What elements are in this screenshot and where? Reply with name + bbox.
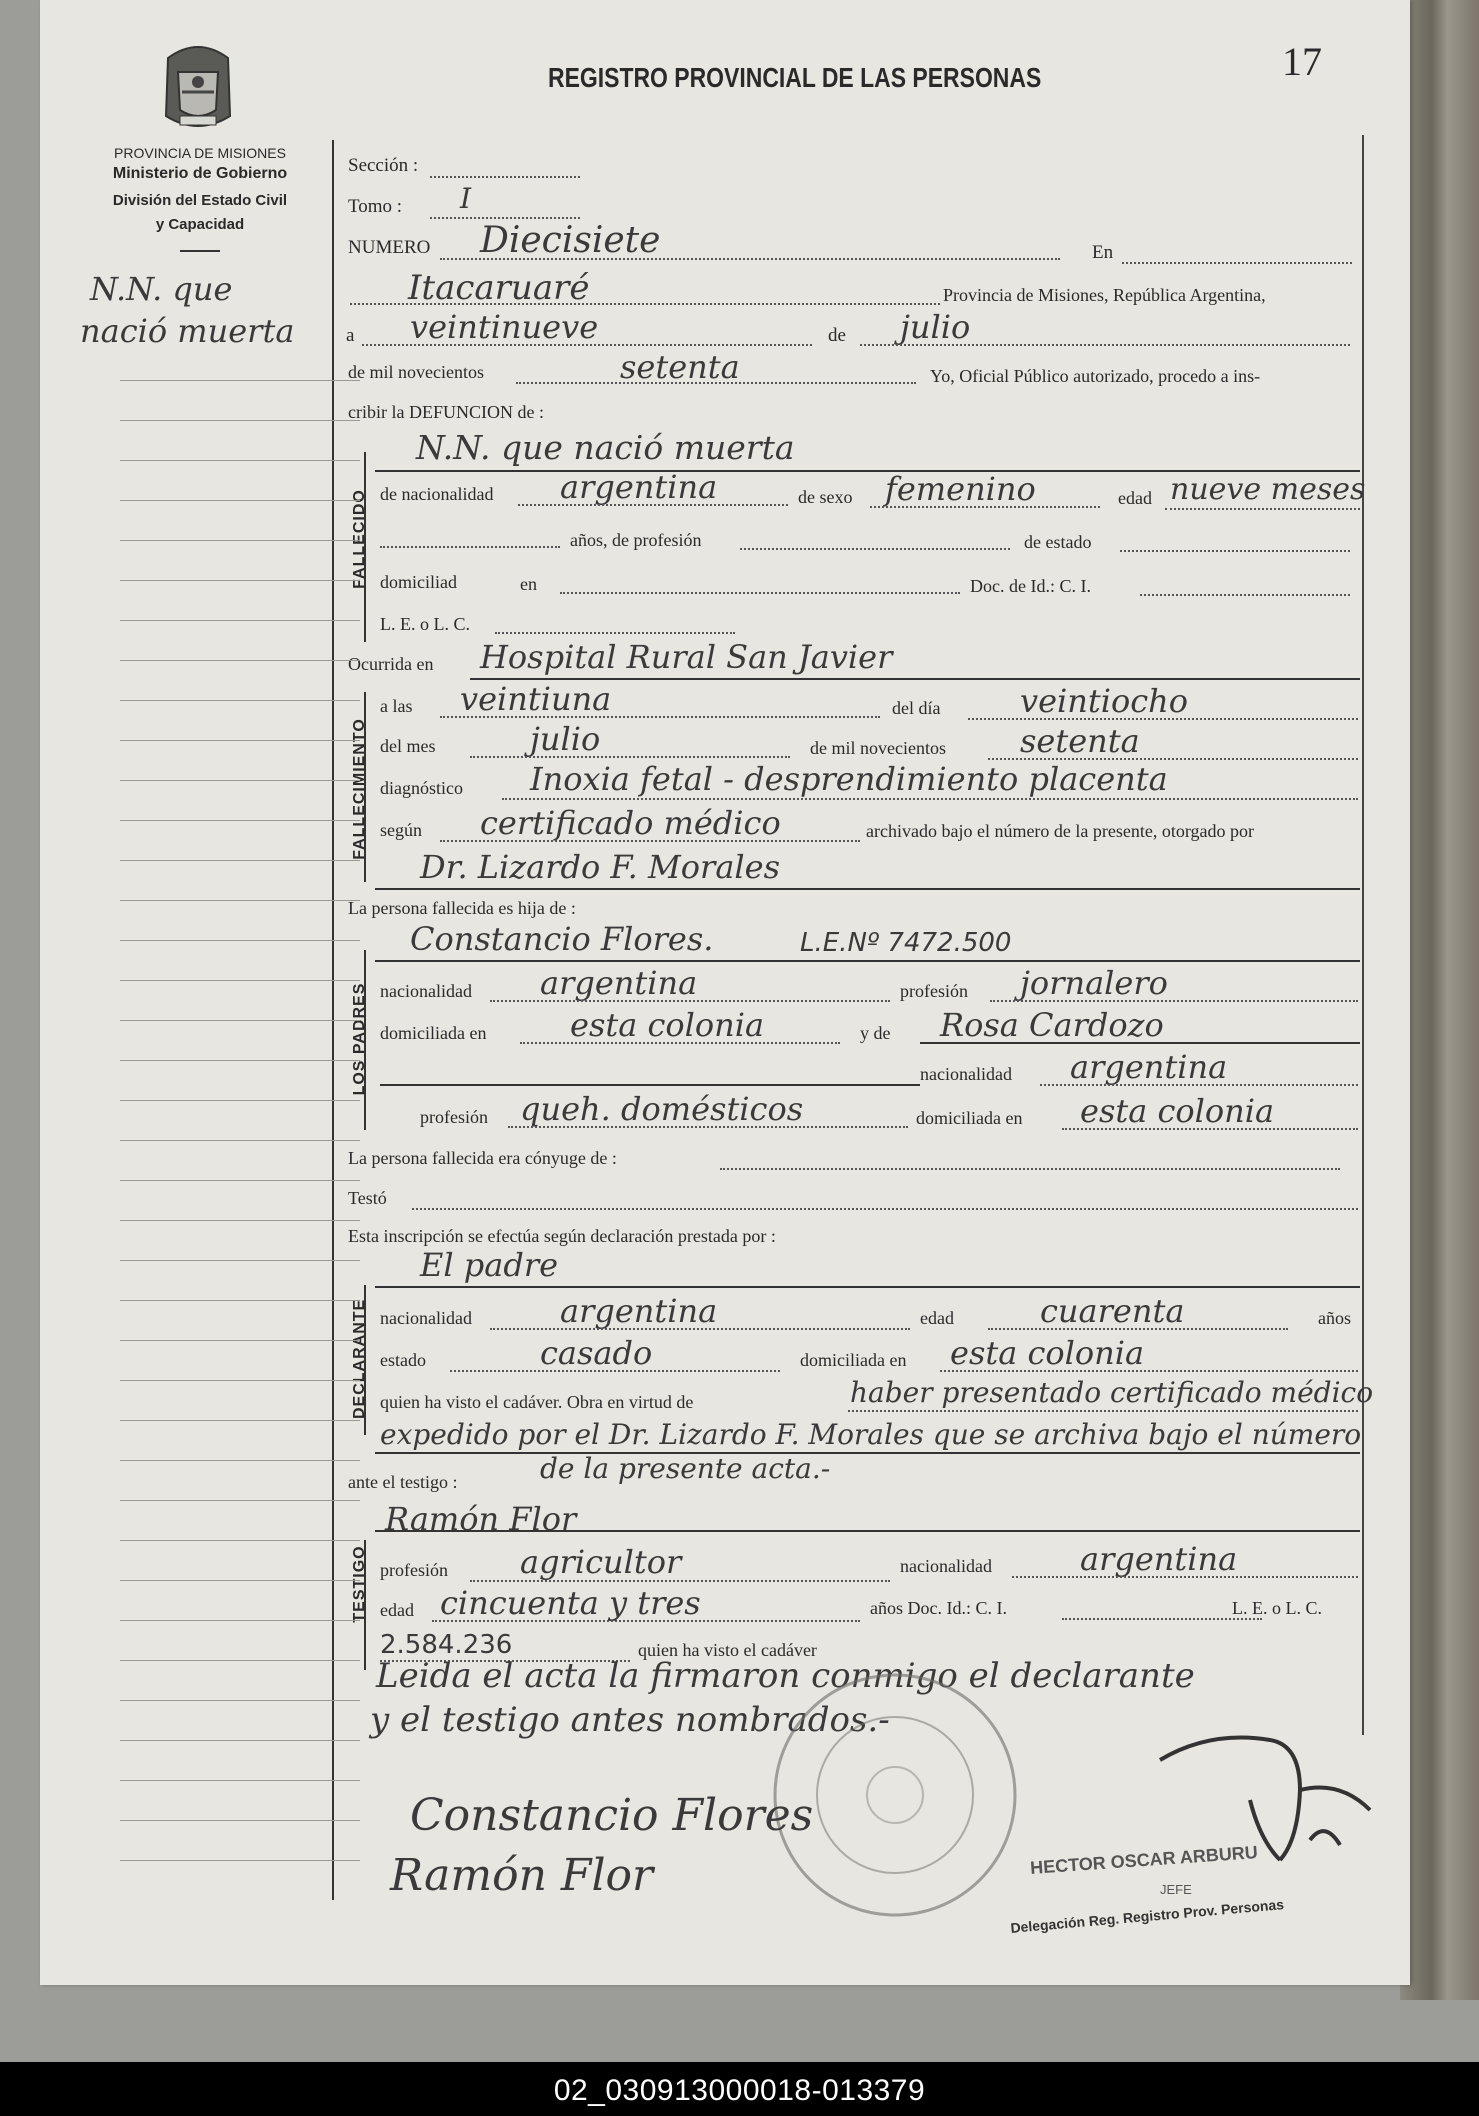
value-test-profesion: agricultor	[520, 1543, 682, 1581]
line-test-profesion	[470, 1580, 890, 1582]
label-estado: de estado	[1024, 532, 1092, 552]
label-conyuge: La persona fallecida era cónyuge de :	[348, 1148, 617, 1168]
line-dia-fall	[968, 718, 1358, 720]
value-test-edad: cincuenta y tres	[440, 1584, 701, 1622]
signature-2: Ramón Flor	[390, 1850, 654, 1901]
label-edad: edad	[1118, 488, 1152, 508]
line-estado	[1120, 550, 1350, 552]
label-testo: Testó	[348, 1188, 387, 1208]
line-diagnostico	[502, 798, 1358, 800]
value-madre-profesion: queh. domésticos	[520, 1090, 804, 1128]
label-nacionalidad: de nacionalidad	[380, 484, 494, 504]
label-y-de: y de	[860, 1023, 891, 1043]
line-mes	[860, 344, 1350, 346]
label-de: de	[828, 325, 846, 346]
value-mes-fall: julio	[530, 720, 601, 758]
value-decl-domicilio: esta colonia	[950, 1334, 1145, 1372]
value-declarante: El padre	[420, 1246, 559, 1284]
margin-ruled-line	[120, 1820, 360, 1821]
value-test-doc: 2.584.236	[380, 1630, 513, 1660]
line-edad	[1165, 508, 1360, 510]
line-test-nacionalidad	[1012, 1576, 1358, 1578]
margin-ruled-line	[120, 1260, 360, 1261]
value-madre-domicilio: esta colonia	[1080, 1092, 1275, 1130]
label-domiciliad: domiciliad	[380, 572, 457, 592]
signature-1: Constancio Flores	[410, 1790, 814, 1841]
label-anos: años	[1318, 1308, 1351, 1328]
value-decl-estado: casado	[540, 1334, 653, 1372]
label-del-mes: del mes	[380, 736, 436, 756]
line-conyuge	[720, 1168, 1340, 1170]
margin-ruled-line	[120, 820, 360, 821]
value-test-nacionalidad: argentina	[1080, 1540, 1238, 1578]
value-obra-2: expedido por el Dr. Lizardo F. Morales que se archiva bajo el número	[380, 1418, 1362, 1451]
value-mes: julio	[900, 308, 971, 346]
label-provincia: Provincia de Misiones, República Argentina,	[943, 285, 1266, 305]
division-label-2: y Capacidad	[155, 216, 245, 233]
label-edad2: edad	[920, 1308, 954, 1328]
value-ocurrida: Hospital Rural San Javier	[480, 638, 893, 676]
line-certificado	[440, 840, 860, 842]
value-testigo: Ramón Flor	[385, 1500, 577, 1538]
page-title: REGISTRO PROVINCIAL DE LAS PERSONAS	[548, 62, 1042, 93]
label-domiciliada-en3: domiciliada en	[800, 1350, 907, 1370]
margin-ruled-line	[120, 980, 360, 981]
line-profesion	[740, 548, 1010, 550]
margin-ruled-line	[120, 1380, 360, 1381]
margin-ruled-line	[120, 1860, 360, 1861]
margin-ruled-line	[120, 620, 360, 621]
section-fallecido: FALLECIDO	[351, 489, 368, 589]
label-quien-visto2: quien ha visto el cadáver	[638, 1640, 817, 1660]
value-sexo: femenino	[885, 470, 1036, 508]
line-numero	[440, 258, 1060, 260]
value-nombre: N.N. que nació muerta	[416, 428, 795, 467]
margin-ruled-line	[120, 1660, 360, 1661]
line-obra-1	[848, 1410, 1358, 1412]
value-cierre-2: y el testigo antes nombrados.-	[370, 1700, 890, 1740]
label-ante-testigo: ante el testigo :	[348, 1472, 458, 1492]
label-a: a	[346, 325, 355, 346]
line-domicilio	[560, 592, 960, 594]
margin-ruled-line	[120, 420, 360, 421]
value-obra-1: haber presentado certificado médico	[850, 1376, 1374, 1409]
register-page	[40, 0, 1410, 1985]
label-segun: según	[380, 820, 422, 840]
line-testo	[412, 1208, 1358, 1210]
label-cribir: cribir la DEFUNCION de :	[348, 402, 544, 422]
line-padre-profesion	[990, 1000, 1358, 1002]
section-fallecimiento: FALLECIMIENTO	[351, 718, 368, 860]
label-anos-doc: años Doc. Id.: C. I.	[870, 1598, 1007, 1618]
label-profesion3: profesión	[380, 1560, 448, 1580]
ministry-label: Ministerio de Gobierno	[112, 165, 288, 182]
value-medico: Dr. Lizardo F. Morales	[420, 848, 780, 886]
margin-ruled-line	[120, 660, 360, 661]
line-mes-fall	[470, 756, 790, 758]
stamp-name: HECTOR OSCAR ARBURU	[1029, 1842, 1259, 1878]
archive-footer	[0, 2062, 1479, 2116]
value-edad: nueve meses	[1170, 472, 1366, 507]
line-madre-domicilio	[1062, 1128, 1358, 1130]
line-medico	[375, 888, 1360, 890]
line-doc	[1140, 594, 1350, 596]
margin-ruled-line	[120, 1340, 360, 1341]
line-le-lc	[495, 632, 735, 634]
province-label: PROVINCIA DE MISIONES	[114, 145, 286, 161]
label-nacionalidad5: nacionalidad	[900, 1556, 992, 1576]
section-testigo: TESTIGO	[351, 1545, 368, 1623]
label-tomo: Tomo :	[348, 196, 403, 217]
value-nacionalidad: argentina	[560, 468, 718, 506]
margin-ruled-line	[120, 1020, 360, 1021]
value-certificado: certificado médico	[480, 804, 781, 842]
book-spine-edge	[1400, 0, 1479, 2000]
line-ano	[516, 382, 916, 384]
line-tomo	[430, 217, 580, 219]
coat-of-arms-icon	[150, 36, 246, 136]
label-le-lc2: L. E. o L. C.	[1232, 1598, 1322, 1618]
label-estado2: estado	[380, 1350, 426, 1370]
label-a-las: a las	[380, 696, 413, 716]
value-madre: Rosa Cardozo	[940, 1006, 1164, 1044]
line-padre-nacionalidad	[490, 1000, 890, 1002]
label-numero: NUMERO	[348, 237, 431, 258]
margin-ruled-line	[120, 1620, 360, 1621]
division-label-1: División del Estado Civil	[112, 192, 288, 209]
label-inscripcion: Esta inscripción se efectúa según declaración prestada por :	[348, 1226, 776, 1246]
value-padre-doc: L.E.Nº 7472.500	[800, 928, 1012, 958]
line-sexo	[870, 506, 1100, 508]
margin-ruled-line	[120, 1100, 360, 1101]
label-doc: Doc. de Id.: C. I.	[970, 576, 1091, 596]
stamp-office: Delegación Reg. Registro Prov. Personas	[1009, 1896, 1285, 1936]
label-le-lc: L. E. o L. C.	[380, 614, 470, 634]
label-profesion: profesión	[900, 981, 968, 1001]
value-ano-fall: setenta	[1020, 722, 1140, 760]
margin-ruled-line	[120, 1140, 360, 1141]
margin-ruled-line	[120, 1700, 360, 1701]
label-nacionalidad2: nacionalidad	[380, 981, 472, 1001]
line-hora	[440, 716, 880, 718]
label-seccion: Sección :	[348, 155, 419, 176]
line-madre-nacionalidad	[1040, 1084, 1358, 1086]
line-declarante	[375, 1286, 1360, 1288]
label-anos-profesion: años, de profesión	[570, 530, 702, 550]
value-numero: Diecisiete	[480, 220, 661, 261]
value-dia-fall: veintiocho	[1020, 682, 1189, 720]
line-nacionalidad	[518, 504, 788, 506]
margin-ruled-line	[120, 1580, 360, 1581]
value-obra-3: de la presente acta.-	[540, 1452, 831, 1485]
section-declarante: DECLARANTE	[351, 1298, 368, 1419]
header-divider	[180, 250, 220, 252]
value-lugar: Itacaruaré	[408, 268, 590, 308]
margin-ruled-line	[120, 580, 360, 581]
label-en: En	[1092, 242, 1114, 263]
margin-ruled-line	[120, 780, 360, 781]
line-padre	[375, 960, 1360, 962]
margin-ruled-line	[120, 1540, 360, 1541]
margin-ruled-line	[120, 1060, 360, 1061]
value-dia: veintinueve	[410, 308, 599, 346]
section-padres: LOS PADRES	[351, 982, 368, 1096]
margin-ruled-line	[120, 1460, 360, 1461]
margin-ruled-line	[120, 540, 360, 541]
margin-ruled-line	[120, 1420, 360, 1421]
value-ano: setenta	[620, 348, 740, 386]
margin-ruled-line	[120, 1180, 360, 1181]
margin-ruled-line	[120, 740, 360, 741]
right-frame-line	[1362, 135, 1364, 1735]
value-padre-nacionalidad: argentina	[540, 964, 698, 1002]
margin-ruled-line	[120, 460, 360, 461]
line-testigo	[375, 1530, 1360, 1532]
line-en	[1122, 262, 1352, 264]
archive-code: 02_030913000018-013379	[553, 2074, 926, 2107]
line-obra-2	[375, 1452, 1360, 1454]
label-sexo: de sexo	[798, 487, 853, 507]
line-decl-edad	[988, 1328, 1288, 1330]
line-anos	[380, 546, 560, 548]
margin-ruled-line	[120, 1780, 360, 1781]
label-diagnostico: diagnóstico	[380, 778, 463, 798]
label-archivado: archivado bajo el número de la presente, otorgado por	[866, 821, 1255, 841]
line-dia	[362, 344, 812, 346]
label-del-dia: del día	[892, 698, 941, 718]
margin-ruled-line	[120, 1740, 360, 1741]
label-domiciliada-en2: domiciliada en	[916, 1108, 1023, 1128]
line-madre-profesion	[508, 1126, 908, 1128]
label-profesion2: profesión	[420, 1107, 488, 1127]
margin-ruled-line	[120, 1500, 360, 1501]
value-tomo: I	[460, 182, 472, 215]
line-lugar	[350, 303, 940, 305]
label-ocurrida: Ocurrida en	[348, 654, 434, 674]
value-decl-edad: cuarenta	[1040, 1292, 1185, 1330]
value-decl-nacionalidad: argentina	[560, 1292, 718, 1330]
value-padre-domicilio: esta colonia	[570, 1006, 765, 1044]
line-seccion	[430, 176, 580, 178]
value-hora: veintiuna	[460, 680, 612, 718]
value-padre-profesion: jornalero	[1020, 964, 1168, 1002]
stamp-role: JEFE	[1160, 1882, 1192, 1897]
value-madre-nacionalidad: argentina	[1070, 1048, 1228, 1086]
margin-ruled-line	[120, 500, 360, 501]
line-padre-domicilio	[520, 1042, 840, 1044]
margin-note-line-1: N.N. que	[90, 270, 233, 308]
line-madre	[920, 1042, 1360, 1044]
margin-ruled-line	[120, 380, 360, 381]
label-domiciliada-en: domiciliada en	[380, 1023, 487, 1043]
value-padre: Constancio Flores.	[410, 920, 714, 958]
label-hija-de: La persona fallecida es hija de :	[348, 898, 576, 918]
margin-ruled-line	[120, 900, 360, 901]
line-decl-domicilio	[940, 1370, 1358, 1372]
page-number: 17	[1282, 39, 1322, 84]
margin-ruled-line	[120, 700, 360, 701]
label-nacionalidad4: nacionalidad	[380, 1308, 472, 1328]
label-de-mil2: de mil novecientos	[810, 738, 946, 758]
line-test-edad	[432, 1620, 860, 1622]
label-nacionalidad3: nacionalidad	[920, 1064, 1012, 1084]
label-yo-oficial: Yo, Oficial Público autorizado, procedo a ins-	[930, 366, 1261, 386]
line-decl-estado	[450, 1370, 780, 1372]
margin-ruled-line	[120, 940, 360, 941]
line-decl-nacionalidad	[490, 1328, 910, 1330]
value-diagnostico: Inoxia fetal - desprendimiento placenta	[530, 760, 1168, 798]
label-quien-visto: quien ha visto el cadáver. Obra en virtud de	[380, 1392, 694, 1412]
label-en2: en	[520, 574, 537, 594]
line-madre-extra	[380, 1084, 920, 1086]
margin-ruled-line	[120, 860, 360, 861]
label-de-mil: de mil novecientos	[348, 362, 484, 382]
margin-ruled-line	[120, 1300, 360, 1301]
margin-note-line-2: nació muerta	[80, 312, 295, 350]
value-cierre-1: Leida el acta la firmaron conmigo el declarante	[376, 1656, 1195, 1696]
label-edad3: edad	[380, 1600, 414, 1620]
margin-ruled-line	[120, 1220, 360, 1221]
